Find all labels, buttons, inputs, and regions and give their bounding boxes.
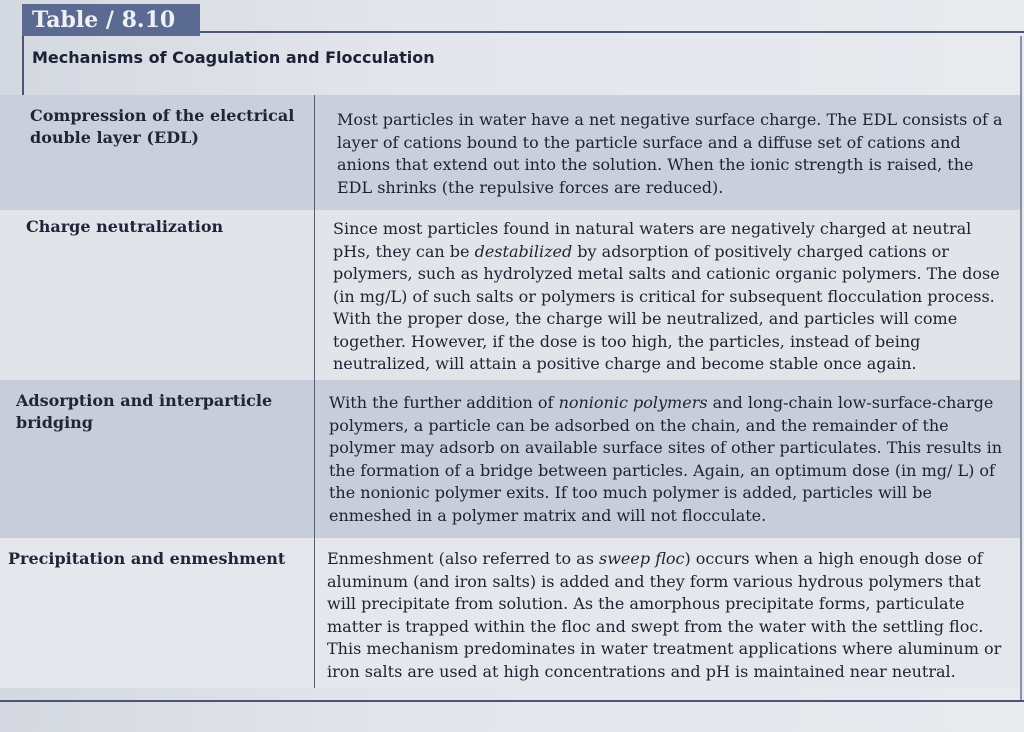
term-line: double layer (EDL) <box>30 128 199 147</box>
description-text: Since most particles found in natural waters are negatively charged at neutral pHs, they can be <box>333 219 972 261</box>
mechanism-term <box>0 380 315 538</box>
description-text: by adsorption of positively charged cations or polymers, such as hydrolyzed metal salts and cationic organic polymers. The dose (in mg/L) of such salts or polymers is critical for subsequent flocculation process. With the proper dose, the charge will be neutralized, and particles will come together. However, if the dose is too high, the particles, instead of being neutralized, will attain a positive charge and become stable once again. <box>333 241 1000 373</box>
mechanism-description: Most particles in water have a net negative surface charge. The EDL consists of a layer of cations bound to the particle surface and a diffuse set of cations and anions that extend out into the solution. When the ionic strength is raised, the EDL shrinks (the repulsive forces are reduced). <box>337 110 1003 197</box>
term-line: bridging <box>16 413 93 432</box>
table-row <box>0 210 1022 380</box>
mechanisms-table <box>0 95 1022 688</box>
term-line: Compression of the electrical <box>30 106 295 125</box>
mechanism-term <box>0 538 315 688</box>
description-italic-term: nonionic polymers <box>558 393 708 412</box>
table-row <box>0 95 1022 210</box>
mechanism-description <box>315 210 1022 380</box>
mechanism-description <box>315 380 1022 538</box>
mechanism-term <box>0 210 315 380</box>
term-line: Charge neutralization <box>26 217 224 236</box>
table-right-border <box>1020 36 1022 700</box>
table-row <box>0 380 1022 538</box>
header-rule <box>200 31 1024 33</box>
description-text: With the further addition of <box>329 393 559 412</box>
mechanism-description <box>315 538 1022 688</box>
description-text: ) occurs when a high enough dose of aluminum (and iron salts) is added and they form various hydrous polymers that will precipitate from solution. As the amorphous precipitate forms, particulate matter is trapped within the floc and swept from the water with the settling floc. This mechanism predominates in water treatment applications where aluminum or iron salts are used at high concentrations and pH is maintained near neutral. <box>327 549 1002 681</box>
header-left-rule <box>22 36 24 100</box>
term-line: Precipitation and enmeshment <box>8 549 286 568</box>
table-row <box>0 538 1022 688</box>
table-title: Mechanisms of Coagulation and Flocculation <box>32 48 435 67</box>
description-italic-term: sweep floc <box>599 549 685 568</box>
description-text: and long-chain low-surface-charge polymers, a particle can be adsorbed on the chain, and the remainder of the polymer may adsorb on available surface sites of other particulates. This results in the formation of a bridge between particles. Again, an optimum dose (in mg/ L) of the nonionic polymer exits. If too much polymer is added, particles will be enmeshed in a polymer matrix and will not flocculate. <box>329 393 1003 525</box>
description-italic-term: destabilized <box>474 241 573 261</box>
table-bottom-rule <box>0 700 1024 702</box>
mechanism-term <box>0 95 315 210</box>
table-number-label: Table / 8.10 <box>22 4 200 36</box>
description-text: Enmeshment (also referred to as <box>327 549 600 568</box>
term-line: Adsorption and interparticle <box>16 391 273 410</box>
